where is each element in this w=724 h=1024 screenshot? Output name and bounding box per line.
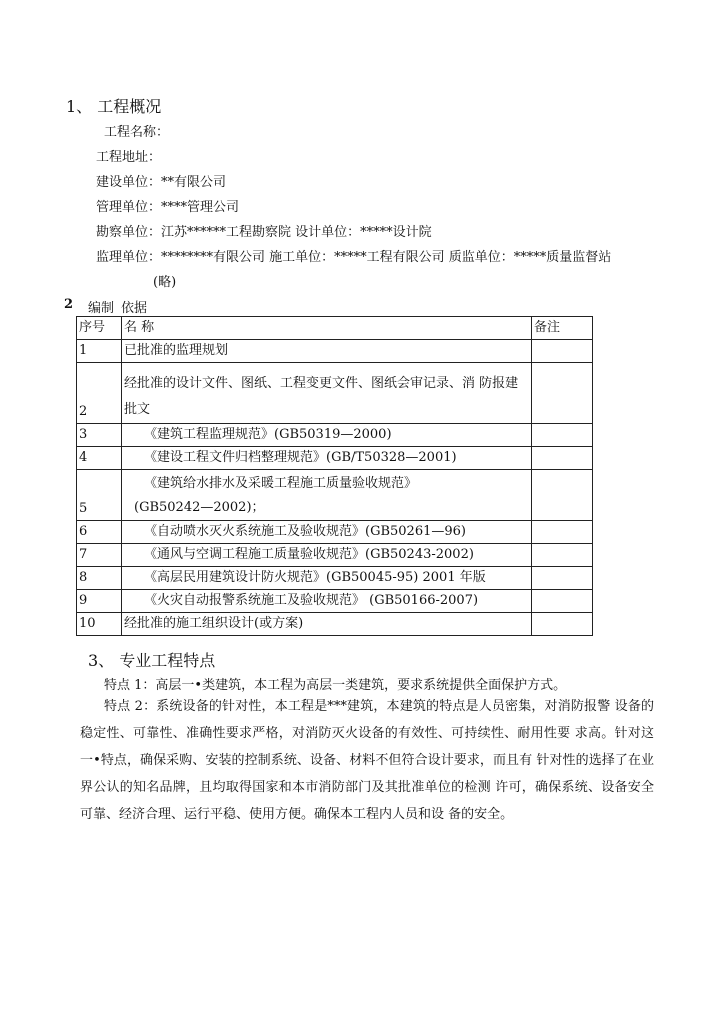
row-name-text: 《火灾自动报警系统施工及验收规范》 (GB50166-2007) <box>144 593 479 608</box>
row-name <box>122 447 532 470</box>
row-name-text: 《建设工程文件归档整理规范》(GB/T50328—2001) <box>144 450 457 465</box>
table-row <box>77 521 593 544</box>
project-name-line: 工程名称： <box>104 125 170 140</box>
feature-2-paragraph: 特点 2：系统设备的针对性，本工程是***建筑，本建筑的特点是人员密集，对消防报警 设备的稳定性、可靠性、准确性要求严格，对消防灭火设备的有效性、可持续性、耐用性要 求高。针对这一•特点，确保采购、安装的控制系统、设备、材料不但符合设计要求，而且有 针对性的选择了在业界公认的知名品牌，且均取得国家和本市消防部门及其批准单位的检测 许可，确保系统、设备安全可靠、经济合理、运行平稳、使用方便。确保本工程内人员和设 备的安全。 <box>80 699 654 822</box>
section2-number: 2 <box>64 297 74 312</box>
feature-1-paragraph: 特点 1：高层一•类建筑，本工程为高层一类建筑，要求系统提供全面保护方式。 <box>104 678 567 693</box>
row-note <box>532 447 593 470</box>
row-name <box>122 424 532 447</box>
table-row <box>77 424 593 447</box>
table-row <box>77 340 593 363</box>
row-note <box>532 521 593 544</box>
row-name-text: 《高层民用建筑设计防火规范》(GB50045-95) 2001 年版 <box>144 570 486 585</box>
supervision-line: 监理单位：********有限公司 施工单位：*****工程有限公司 质监单位：*****质量监督站 <box>96 250 612 265</box>
row-no: 9 <box>77 590 122 613</box>
row-note <box>532 363 593 424</box>
row-no: 1 <box>77 340 122 363</box>
row-note <box>532 470 593 521</box>
omitted-note: (略) <box>153 275 177 290</box>
survey-design-line: 勘察单位：江苏******工程勘察院 设计单位：*****设计院 <box>96 225 432 240</box>
row-name <box>122 590 532 613</box>
row-no: 3 <box>77 424 122 447</box>
row-note <box>532 613 593 636</box>
row-note <box>532 340 593 363</box>
row-note <box>532 590 593 613</box>
row-name-line2: 批文 <box>124 402 151 417</box>
row-note <box>532 567 593 590</box>
row-note <box>532 424 593 447</box>
header-name: 名 称 <box>122 317 532 340</box>
row-no: 8 <box>77 567 122 590</box>
row-name <box>122 470 532 521</box>
table-row <box>77 613 593 636</box>
table-row <box>77 470 593 521</box>
table-row <box>77 567 593 590</box>
row-no: 2 <box>77 363 122 424</box>
row-no: 10 <box>77 613 122 636</box>
table-row <box>77 590 593 613</box>
project-address-line: 工程地址： <box>96 150 162 165</box>
row-no: 7 <box>77 544 122 567</box>
management-unit-line: 管理单位：****管理公司 <box>96 200 240 215</box>
section2-heading-2: 依据 <box>121 301 148 316</box>
table-row <box>77 447 593 470</box>
row-note <box>532 544 593 567</box>
basis-table <box>76 316 593 636</box>
row-no: 5 <box>77 470 122 521</box>
row-name-text: 《建筑工程监理规范》(GB50319—2000) <box>144 427 392 442</box>
table-row <box>77 363 593 424</box>
row-name <box>122 521 532 544</box>
row-name-text: 《通风与空调工程施工质量验收规范》(GB50243-2002) <box>144 547 474 562</box>
row-name-text: 《自动喷水灭火系统施工及验收规范》(GB50261—96) <box>144 524 466 539</box>
row-name <box>122 363 532 424</box>
header-note: 备注 <box>532 317 593 340</box>
row-name <box>122 544 532 567</box>
header-no: 序号 <box>77 317 122 340</box>
row-name: 经批准的施工组织设计(或方案) <box>122 613 532 636</box>
row-name-line1: 《建筑给水排水及采暖工程施工质量验收规范》 <box>144 476 418 491</box>
row-name-line2: (GB50242—2002)； <box>134 500 265 515</box>
section2-heading: 编制 <box>88 301 115 316</box>
row-name <box>122 567 532 590</box>
row-no: 4 <box>77 447 122 470</box>
row-no: 6 <box>77 521 122 544</box>
row-name: 已批准的监理规划 <box>122 340 532 363</box>
row-name-line1: 经批准的设计文件、图纸、工程变更文件、图纸会审记录、消 防报建 <box>124 376 519 391</box>
owner-unit-line: 建设单位：**有限公司 <box>96 175 227 190</box>
section3-heading: 3、 专业工程特点 <box>88 651 216 670</box>
table-header-row <box>77 317 593 340</box>
section1-heading: 1、 工程概况 <box>66 97 162 116</box>
table-row <box>77 544 593 567</box>
